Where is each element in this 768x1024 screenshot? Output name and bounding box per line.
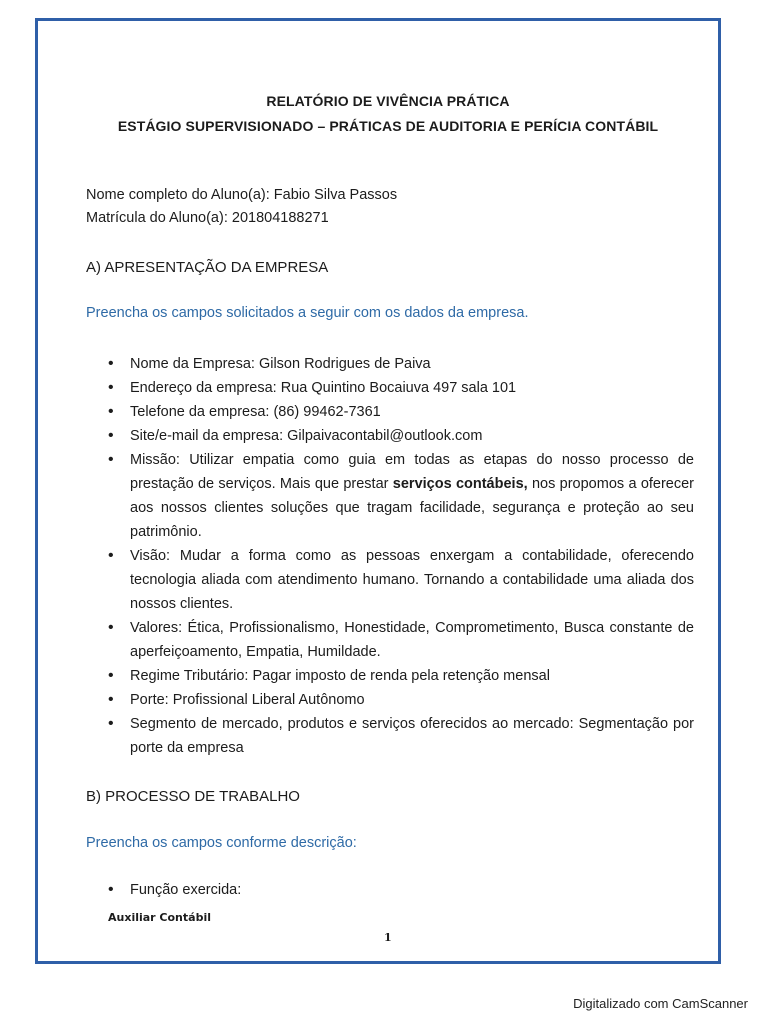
list-item: • Visão: Mudar a forma como as pessoas enxergam a contabilidade, oferecendo tecnologia aliada com atendimento humano. Tornando a contabilidade uma aliada dos nossos clientes. [108, 544, 694, 616]
scanner-watermark: Digitalizado com CamScanner [573, 996, 748, 1011]
report-subtitle: ESTÁGIO SUPERVISIONADO – PRÁTICAS DE AUDITORIA E PERÍCIA CONTÁBIL [117, 118, 659, 134]
function-value: Auxiliar Contábil [108, 911, 211, 924]
student-registration: Matrícula do Aluno(a): 201804188271 [86, 210, 329, 226]
list-item: • Regime Tributário: Pagar imposto de renda pela retenção mensal [108, 664, 694, 688]
report-title: RELATÓRIO DE VIVÊNCIA PRÁTICA [266, 93, 510, 109]
list-item: • Site/e-mail da empresa: Gilpaivacontabil@outlook.com [108, 424, 694, 448]
list-item-mission [108, 448, 694, 544]
section-a-heading: A) APRESENTAÇÃO DA EMPRESA [86, 259, 329, 276]
list-item: • Nome da Empresa: Gilson Rodrigues de Paiva [108, 352, 694, 376]
list-item: • Porte: Profissional Liberal Autônomo [108, 688, 694, 712]
page-number: 1 [384, 931, 392, 944]
section-b-instruction: Preencha os campos conforme descrição: [86, 835, 357, 851]
list-item: • Segmento de mercado, produtos e serviços oferecidos ao mercado: Segmentação por porte da empresa [108, 712, 694, 760]
student-name: Nome completo do Aluno(a): Fabio Silva Passos [86, 187, 398, 203]
function-label: • Função exercida: [108, 882, 241, 898]
company-details-list [108, 352, 694, 760]
list-item: • Endereço da empresa: Rua Quintino Bocaiuva 497 sala 101 [108, 376, 694, 400]
section-b-heading: B) PROCESSO DE TRABALHO [86, 788, 300, 805]
list-item: • Telefone da empresa: (86) 99462-7361 [108, 400, 694, 424]
mission-text-start: Missão: Utilizar empatia como guia em todas as etapas do nosso processo de prestação de serviços. Mais que prestar [130, 452, 694, 492]
mission-text-bold: serviços contábeis, [392, 476, 528, 492]
mission-text-end: nos propomos a oferecer aos nossos clientes soluções que tragam facilidade, segurança e proteção ao seu patrimônio. [130, 476, 695, 540]
section-a-instruction: Preencha os campos solicitados a seguir com os dados da empresa. [86, 305, 529, 321]
list-item: • Valores: Ética, Profissionalismo, Honestidade, Comprometimento, Busca constante de aperfeiçoamento, Empatia, Humildade. [108, 616, 694, 664]
